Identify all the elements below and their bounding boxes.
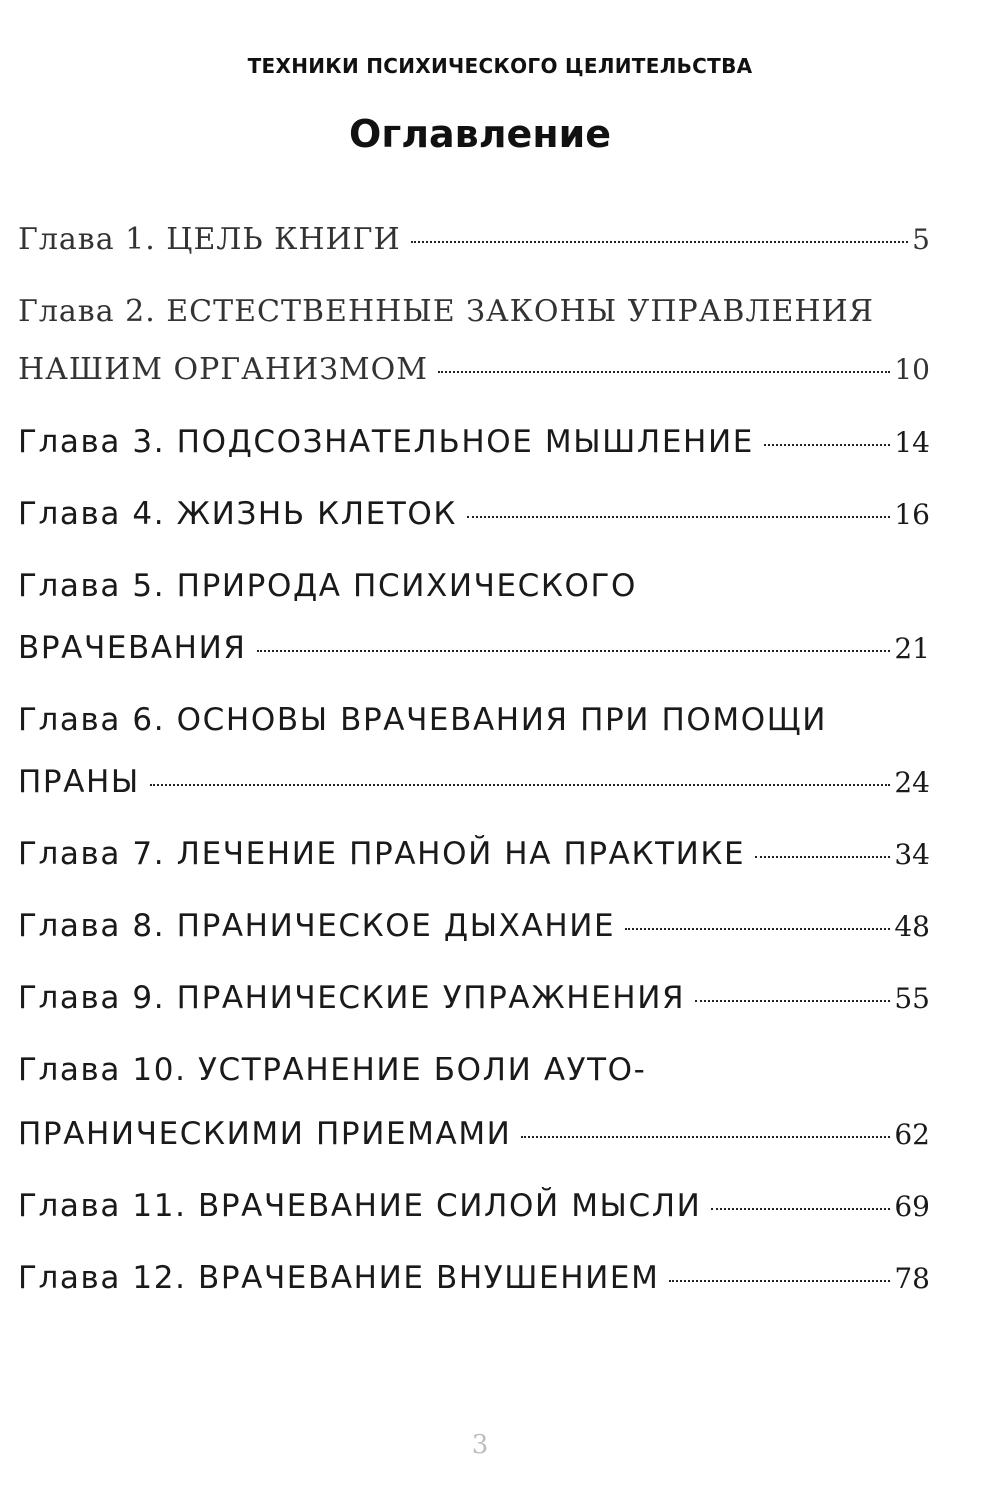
- leader-dots: [467, 515, 890, 518]
- toc-entry-6[interactable]: [18, 756, 930, 808]
- toc-entry-10[interactable]: [18, 1108, 930, 1160]
- toc-entry-10-line1[interactable]: [18, 1044, 930, 1096]
- toc-entry-11[interactable]: [18, 1180, 930, 1232]
- toc-entry-title: Глава 7. ЛЕЧЕНИЕ ПРАНОЙ НА ПРАКТИКЕ: [18, 836, 746, 872]
- leader-dots: [257, 649, 891, 652]
- leader-dots: [695, 999, 890, 1002]
- toc-entry-page: 34: [894, 838, 930, 871]
- toc-entry-page: 21: [894, 632, 930, 665]
- toc-entry-9[interactable]: [18, 972, 930, 1024]
- toc-entry-page: 48: [894, 910, 930, 943]
- leader-dots: [755, 855, 890, 858]
- toc-entry-3[interactable]: [18, 416, 930, 468]
- toc-entry-6-line1[interactable]: [18, 694, 930, 746]
- toc-entry-1[interactable]: [18, 214, 930, 266]
- toc-entry-title: Глава 11. ВРАЧЕВАНИЕ СИЛОЙ МЫСЛИ: [18, 1188, 702, 1224]
- toc-entry-title-continued: ПРАНИЧЕСКИМИ ПРИЕМАМИ: [18, 1116, 512, 1152]
- toc-entry-title: Глава 9. ПРАНИЧЕСКИЕ УПРАЖНЕНИЯ: [18, 980, 686, 1016]
- toc-entry-page: 5: [912, 223, 930, 256]
- toc-entry-page: 78: [894, 1262, 930, 1295]
- leader-dots: [625, 927, 890, 930]
- leader-dots: [521, 1135, 890, 1138]
- toc-entry-page: 24: [894, 766, 930, 799]
- leader-dots: [411, 240, 908, 243]
- toc-entry-title: Глава 6. ОСНОВЫ ВРАЧЕВАНИЯ ПРИ ПОМОЩИ: [18, 702, 828, 738]
- toc-entry-title-continued: ВРАЧЕВАНИЯ: [18, 630, 247, 666]
- toc-entry-title: Глава 5. ПРИРОДА ПСИХИЧЕСКОГО: [18, 568, 638, 604]
- leader-dots: [669, 1279, 890, 1282]
- leader-dots: [150, 783, 890, 786]
- leader-dots: [764, 443, 890, 446]
- toc-entry-page: 62: [894, 1118, 930, 1151]
- toc-title: Оглавление: [349, 112, 611, 156]
- leader-dots: [711, 1207, 890, 1210]
- toc-entry-12[interactable]: [18, 1252, 930, 1304]
- toc-entry-title: Глава 1. ЦЕЛЬ КНИГИ: [18, 222, 401, 257]
- toc-entry-2[interactable]: [18, 344, 930, 396]
- toc-entry-5-line1[interactable]: [18, 560, 930, 612]
- toc-entry-title: Глава 8. ПРАНИЧЕСКОЕ ДЫХАНИЕ: [18, 908, 616, 944]
- toc-entry-title: Глава 12. ВРАЧЕВАНИЕ ВНУШЕНИЕМ: [18, 1260, 660, 1296]
- toc-entry-page: 16: [894, 498, 930, 531]
- toc-entry-8[interactable]: [18, 900, 930, 952]
- toc-entry-5[interactable]: [18, 622, 930, 674]
- toc-entry-title-continued: ПРАНЫ: [18, 764, 140, 800]
- toc-entry-page: 55: [894, 982, 930, 1015]
- toc-entry-7[interactable]: [18, 828, 930, 880]
- toc-entry-page: 14: [894, 426, 930, 459]
- toc-entry-title-continued: НАШИМ ОРГАНИЗМОМ: [18, 352, 428, 387]
- toc-entry-title: Глава 3. ПОДСОЗНАТЕЛЬНОЕ МЫШЛЕНИЕ: [18, 424, 754, 460]
- toc-entry-title: Глава 2. ЕСТЕСТВЕННЫЕ ЗАКОНЫ УПРАВЛЕНИЯ: [18, 294, 874, 329]
- toc-entry-page: 10: [894, 353, 930, 386]
- toc-entry-page: 69: [894, 1190, 930, 1223]
- running-head: ТЕХНИКИ ПСИХИЧЕСКОГО ЦЕЛИТЕЛЬСТВА: [247, 54, 753, 78]
- toc-entry-title: Глава 4. ЖИЗНЬ КЛЕТОК: [18, 496, 458, 532]
- toc-entry-title: Глава 10. УСТРАНЕНИЕ БОЛИ АУТО-: [18, 1052, 647, 1088]
- page-number: 3: [471, 1430, 489, 1460]
- leader-dots: [438, 370, 890, 373]
- toc-entry-4[interactable]: [18, 488, 930, 540]
- toc-entry-2-line1[interactable]: [18, 286, 930, 338]
